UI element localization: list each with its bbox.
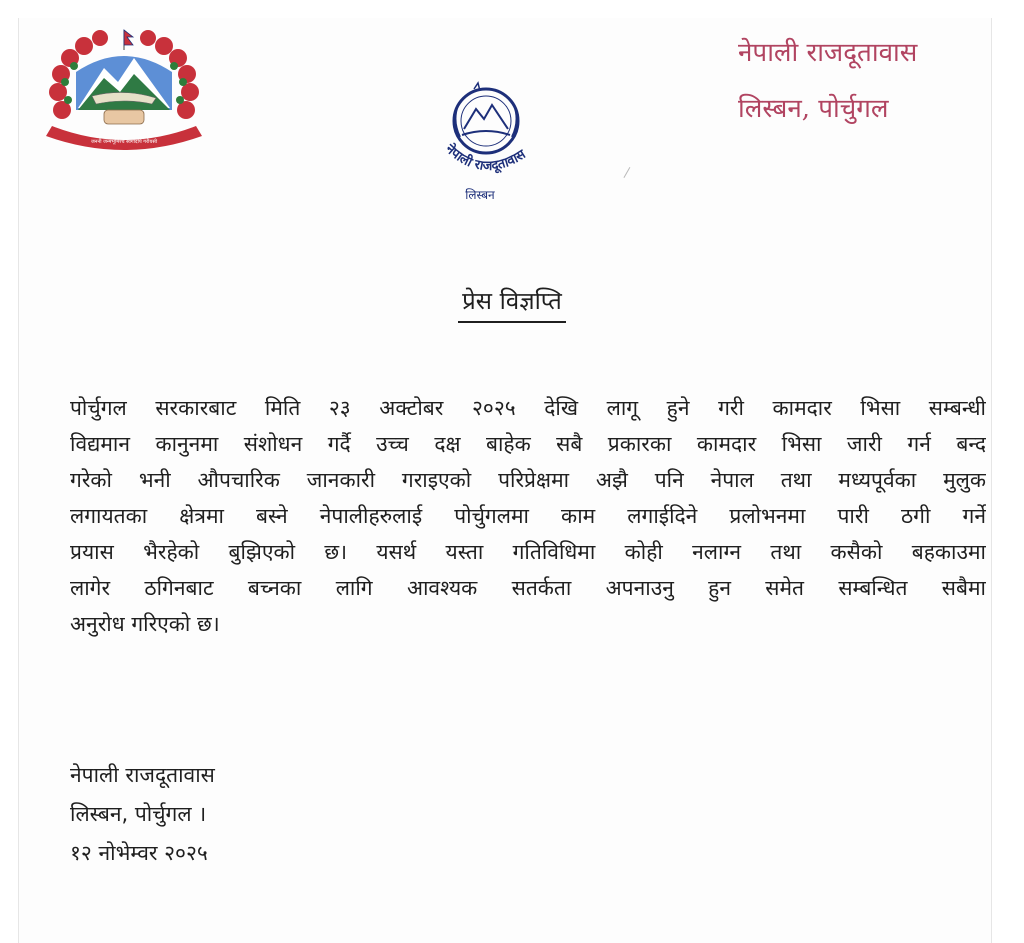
seal-bottom-text: लिस्बन: [465, 188, 495, 202]
signature-location: लिस्बन, पोर्चुगल ।: [70, 802, 207, 826]
body-line: अनुरोध गरिएको छ।: [70, 612, 220, 636]
press-release-body: [70, 390, 986, 642]
body-line: गरेको भनी औपचारिक जानकारी गराइएको परिप्रेक्षमा अझै पनि नेपाल तथा मध्यपूर्वका मुलुक: [70, 468, 986, 492]
signature-date: १२ नोभेम्वर २०२५: [70, 841, 208, 865]
signature-embassy-name: नेपाली राजदूतावास: [70, 763, 215, 787]
press-release-heading: प्रेस विज्ञप्ति: [458, 284, 566, 323]
letterhead: [738, 36, 998, 148]
body-line: लगायतका क्षेत्रमा बस्ने नेपालीहरुलाई पोर्चुगलमा काम लगाईदिने प्रलोभनमा पारी ठगी गर्ने: [70, 504, 986, 528]
emblem-motto: जननी जन्मभूमिश्च स्वर्गादपि गरीयसी: [90, 139, 158, 145]
body-line: प्रयास भैरहेको बुझिएको छ। यसर्थ यस्ता गतिविधिमा कोही नलाग्न तथा कसैको बहकाउमा: [70, 540, 986, 564]
signature-block: [70, 756, 215, 873]
embassy-seal-icon: [428, 75, 568, 215]
body-line: लागेर ठगिनबाट बच्नका लागि आवश्यक सतर्कता अपनाउनु हुन समेत सम्बन्धित सबैमा: [70, 576, 986, 600]
document-title: [0, 284, 1024, 323]
letterhead-embassy-name: नेपाली राजदूतावास: [738, 38, 918, 68]
nepal-coat-of-arms-icon: [34, 18, 214, 158]
body-line: पोर्चुगल सरकारबाट मिति २३ अक्टोबर २०२५ देखि लागू हुने गरी कामदार भिसा सम्बन्धी: [70, 396, 986, 420]
letterhead-location: लिस्बन, पोर्चुगल: [738, 94, 889, 124]
body-line: विद्यमान कानुनमा संशोधन गर्दै उच्च दक्ष बाहेक सबै प्रकारका कामदार भिसा जारी गर्न बन्द: [70, 432, 986, 456]
seal-arc-text: नेपाली राजदूतावास: [442, 141, 529, 175]
